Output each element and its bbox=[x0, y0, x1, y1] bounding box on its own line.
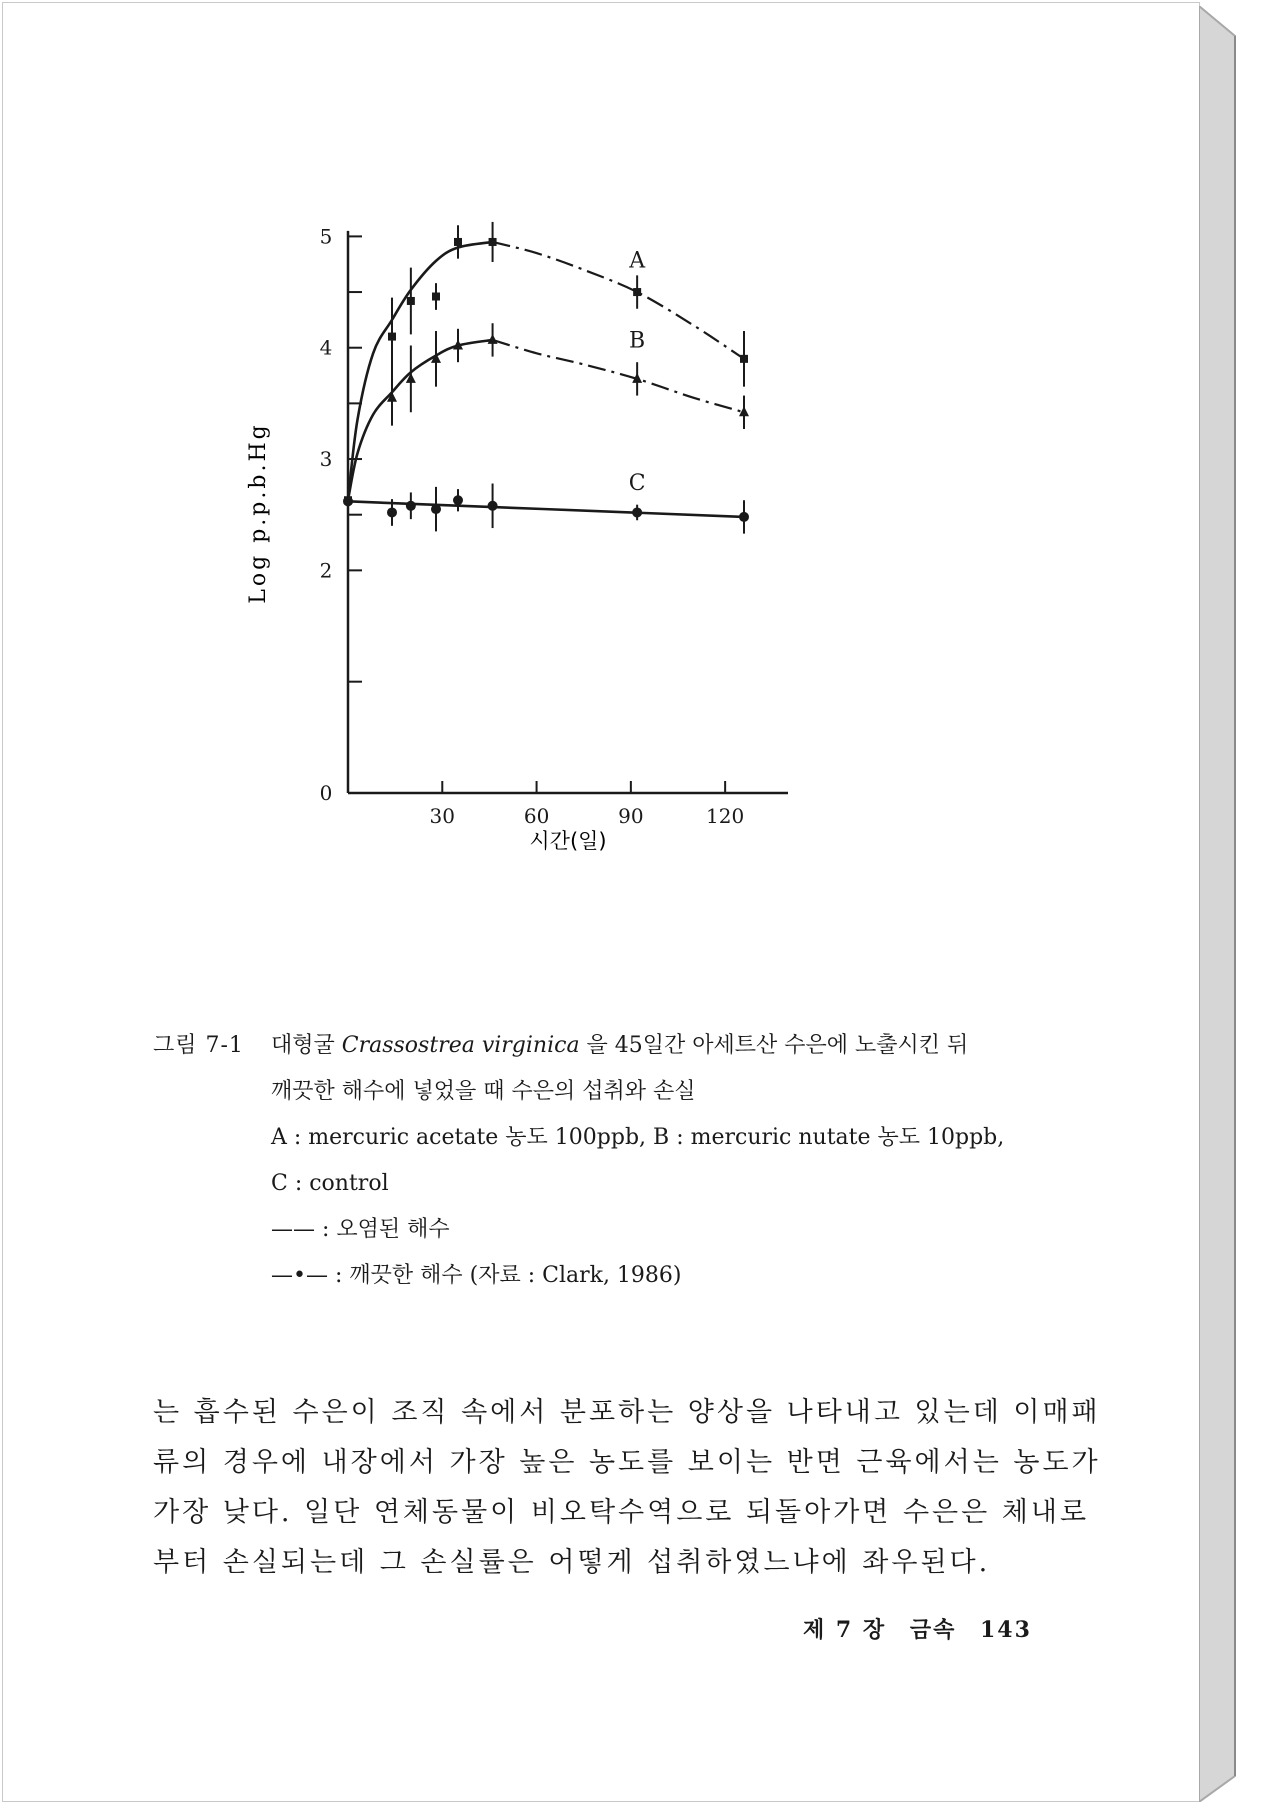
series-C-point bbox=[488, 501, 498, 511]
fit-curves bbox=[348, 242, 744, 517]
y-tick-label: 0 bbox=[319, 781, 333, 805]
chapter-topic: 금속 bbox=[909, 1617, 957, 1643]
y-tick-label: 5 bbox=[319, 224, 333, 249]
series-A-label: A bbox=[629, 248, 646, 274]
caption-legend-solid: —— : 오염된 해수 bbox=[271, 1217, 450, 1242]
series-A-point bbox=[740, 355, 748, 363]
series-B-point bbox=[739, 406, 749, 416]
x-tick-label: 120 bbox=[706, 804, 745, 828]
caption-line-1: 대형굴 Crassostrea virginica 을 45일간 아세트산 수은에 노출시킨 뒤 bbox=[271, 1033, 969, 1058]
series-C-point bbox=[387, 507, 397, 517]
caption-legend-dashdot: —•— : 깨끗한 해수 (자료 : Clark, 1986) bbox=[271, 1263, 682, 1288]
body-paragraph bbox=[153, 1388, 1101, 1588]
series-B-label: B bbox=[629, 328, 646, 354]
page-number: 143 bbox=[980, 1617, 1032, 1643]
series-B-clean-line bbox=[493, 340, 744, 412]
series-A-point bbox=[633, 288, 641, 296]
series-C-point bbox=[343, 496, 353, 506]
caption-line-4: C : control bbox=[271, 1171, 389, 1196]
body-line-2: 류의 경우에 내장에서 가장 높은 농도를 보이는 반면 근육에서는 농도가 bbox=[153, 1447, 1101, 1478]
body-line-3: 가장 낮다. 일단 연체동물이 비오탁수역으로 되돌아가면 수은은 체내로 bbox=[153, 1497, 1090, 1528]
y-tick-label: 4 bbox=[319, 335, 333, 360]
caption-figure-number: 그림 7-1 bbox=[153, 1033, 244, 1058]
series-C-point bbox=[431, 504, 441, 514]
series-C-point bbox=[453, 495, 463, 505]
series-A-clean-line bbox=[493, 242, 744, 359]
body-line-4: 부터 손실되는데 그 손실률은 어떻게 섭취하였느냐에 좌우된다. bbox=[153, 1547, 991, 1578]
series-C-label: C bbox=[628, 471, 646, 497]
series-A-point bbox=[388, 333, 396, 341]
caption-line-3: A : mercuric acetate 농도 100ppb, B : mercuric nutate 농도 10ppb, bbox=[271, 1125, 1005, 1150]
y-tick-label: 2 bbox=[319, 558, 333, 583]
caption-line-2: 깨끗한 해수에 넣었을 때 수은의 섭취와 손실 bbox=[271, 1079, 696, 1104]
series-A-point bbox=[432, 293, 440, 301]
series-A-contaminated-line bbox=[348, 242, 493, 500]
series-B-point bbox=[488, 334, 498, 344]
chapter-number: 제 7 장 bbox=[803, 1617, 887, 1643]
book-page bbox=[2, 2, 1200, 1802]
chart-axes bbox=[320, 224, 788, 828]
species-name: Crassostrea virginica bbox=[341, 1033, 580, 1058]
series-A-point bbox=[454, 238, 462, 246]
page-stack-edge bbox=[1199, 6, 1269, 1802]
x-tick-label: 60 bbox=[523, 804, 550, 828]
x-axis-label: 시간(일) bbox=[529, 829, 607, 853]
series-A-point bbox=[489, 238, 497, 246]
y-axis-label: Log p.p.b.Hg bbox=[246, 422, 271, 604]
x-tick-label: 30 bbox=[429, 804, 456, 828]
y-tick-label: 3 bbox=[319, 447, 333, 472]
x-tick-label: 90 bbox=[618, 804, 644, 828]
page-footer bbox=[803, 1613, 1046, 1644]
series-C-point bbox=[632, 507, 642, 517]
mercury-uptake-chart bbox=[246, 203, 973, 1003]
series-C-point bbox=[739, 512, 749, 522]
body-line-1: 는 흡수된 수은이 조직 속에서 분포하는 양상을 나타내고 있는데 이매패 bbox=[153, 1397, 1101, 1428]
series-C-point bbox=[406, 501, 416, 511]
series-A-point bbox=[407, 297, 415, 305]
